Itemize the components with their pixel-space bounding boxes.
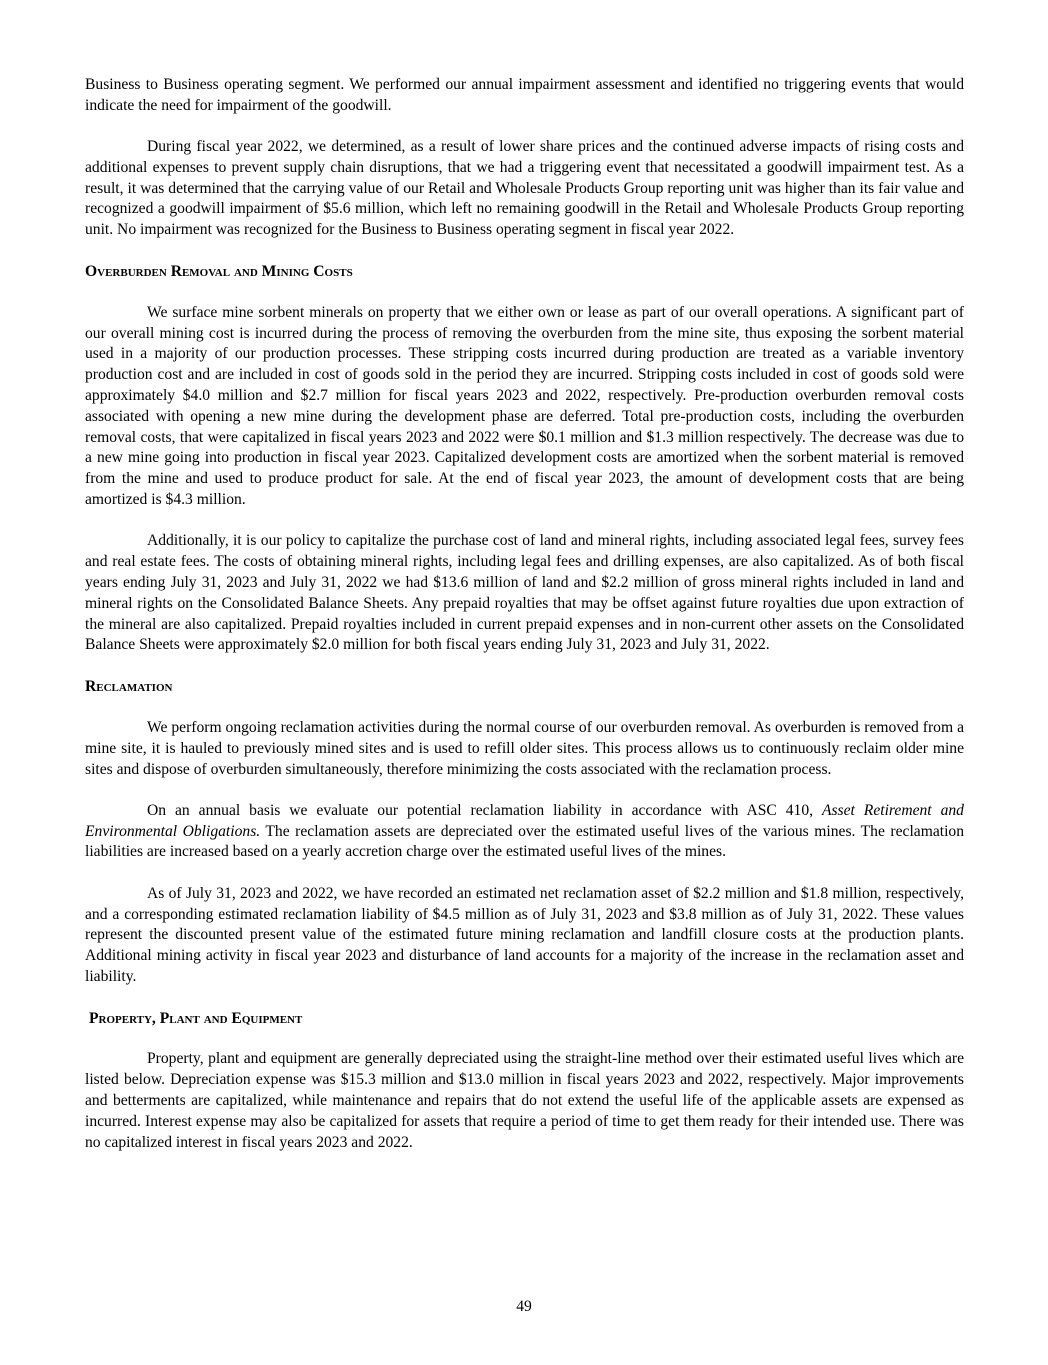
paragraph-land-mineral-rights: Additionally, it is our policy to capitalize the purchase cost of land and mineral rights, including associated legal fees, survey fees and real estate fees. The costs of obtaining mineral rights, including legal fees and drilling expenses, are also capitalized. As of both fiscal years ending July 31, 2023 and July 31, 2022 we had $13.6 million of land and $2.2 million of gross mineral rights included in land and mineral rights on the Consolidated Balance Sheets. Any prepaid royalties that may be offset against future royalties due upon extraction of the mineral are also capitalized. Prepaid royalties included in current prepaid expenses and in non-current other assets on the Consolidated Balance Sheets were approximately $2.0 million for both fiscal years ending July 31, 2023 and July 31, 2022. <box>85 532 964 654</box>
asc-410-title: Asset Retirement and Environmental Obligations. <box>85 801 964 840</box>
paragraph-depreciation: Property, plant and equipment are generally depreciated using the straight-line method over their estimated useful lives which are listed below. Depreciation expense was $15.3 million and $13.0 million in fiscal years 2023 and 2022, respectively. Major improvements and betterments are capitalized, while maintenance and repairs that do not extend the useful life of the applicable assets are expensed as incurred. Interest expense may also be capitalized for assets that require a period of time to get them ready for their intended use. There was no capitalized interest in fiscal years 2023 and 2022. <box>85 1050 964 1151</box>
heading-property-plant-equipment: Property, Plant and Equipment <box>89 1009 303 1027</box>
paragraph-goodwill-impairment-2022: During fiscal year 2022, we determined, as a result of lower share prices and the continued adverse impacts of rising costs and additional expenses to prevent supply chain disruptions, that we had a triggering event that necessitated a goodwill impairment test. As a result, it was determined that the carrying value of our Retail and Wholesale Products Group reporting unit was higher than its fair value and recognized a goodwill impairment of $5.6 million, which left no remaining goodwill in the Retail and Wholesale Products Group reporting unit. No impairment was recognized for the Business to Business operating segment in fiscal year 2022. <box>85 138 964 239</box>
reclamation-depreciation-text: The reclamation assets are depreciated over the estimated useful lives of the various mines. The reclamation liabilities are increased based on a yearly accretion charge over the estimated useful lives of the mines. <box>85 822 965 861</box>
page-number: 49 <box>516 1298 532 1315</box>
paragraph-goodwill-continuation: Business to Business operating segment. We performed our annual impairment assessment and identified no triggering events that would indicate the need for impairment of the goodwill. <box>85 76 964 114</box>
document-page <box>85 75 964 1153</box>
paragraph-reclamation-asset-values: As of July 31, 2023 and 2022, we have recorded an estimated net reclamation asset of $2.2 million and $1.8 million, respectively, and a corresponding estimated reclamation liability of $4.5 million as of July 31, 2023 and $3.8 million as of July 31, 2022. These values represent the discounted present value of the estimated future mining reclamation and landfill closure costs at the production plants. Additional mining activity in fiscal year 2023 and disturbance of land accounts for a majority of the increase in the reclamation asset and liability. <box>85 884 964 985</box>
paragraph-reclamation-liability <box>85 801 964 863</box>
asc-410-text: On an annual basis we evaluate our potential reclamation liability in accordance with ASC 410, <box>147 801 822 819</box>
heading-overburden-removal: Overburden Removal and Mining Costs <box>85 263 353 281</box>
paragraph-surface-mining: We surface mine sorbent minerals on property that we either own or lease as part of our overall operations. A significant part of our overall mining cost is incurred during the process of removing the overburden from the mine site, thus exposing the sorbent material used in a majority of our production processes. These stripping costs incurred during production are treated as a variable inventory production cost and are included in cost of goods sold in the period they are incurred. Stripping costs included in cost of goods sold were approximately $4.0 million and $2.7 million for fiscal years 2023 and 2022, respectively. Pre-production overburden removal costs associated with opening a new mine during the development phase are deferred. Total pre-production costs, including the overburden removal costs, that were capitalized in fiscal years 2023 and 2022 were $0.1 million and $1.3 million respectively. The decrease was due to a new mine going into production in fiscal year 2023. Capitalized development costs are amortized when the sorbent material is removed from the mine and used to produce product for sale. At the end of fiscal year 2023, the amount of development costs that are being amortized is $4.3 million. <box>85 303 964 509</box>
paragraph-reclamation-activities: We perform ongoing reclamation activities during the normal course of our overburden removal. As overburden is removed from a mine site, it is hauled to previously mined sites and is used to refill older sites. This process allows us to continuously reclaim older mine sites and dispose of overburden simultaneously, therefore minimizing the costs associated with the reclamation process. <box>85 718 964 778</box>
heading-reclamation: Reclamation <box>85 678 173 696</box>
